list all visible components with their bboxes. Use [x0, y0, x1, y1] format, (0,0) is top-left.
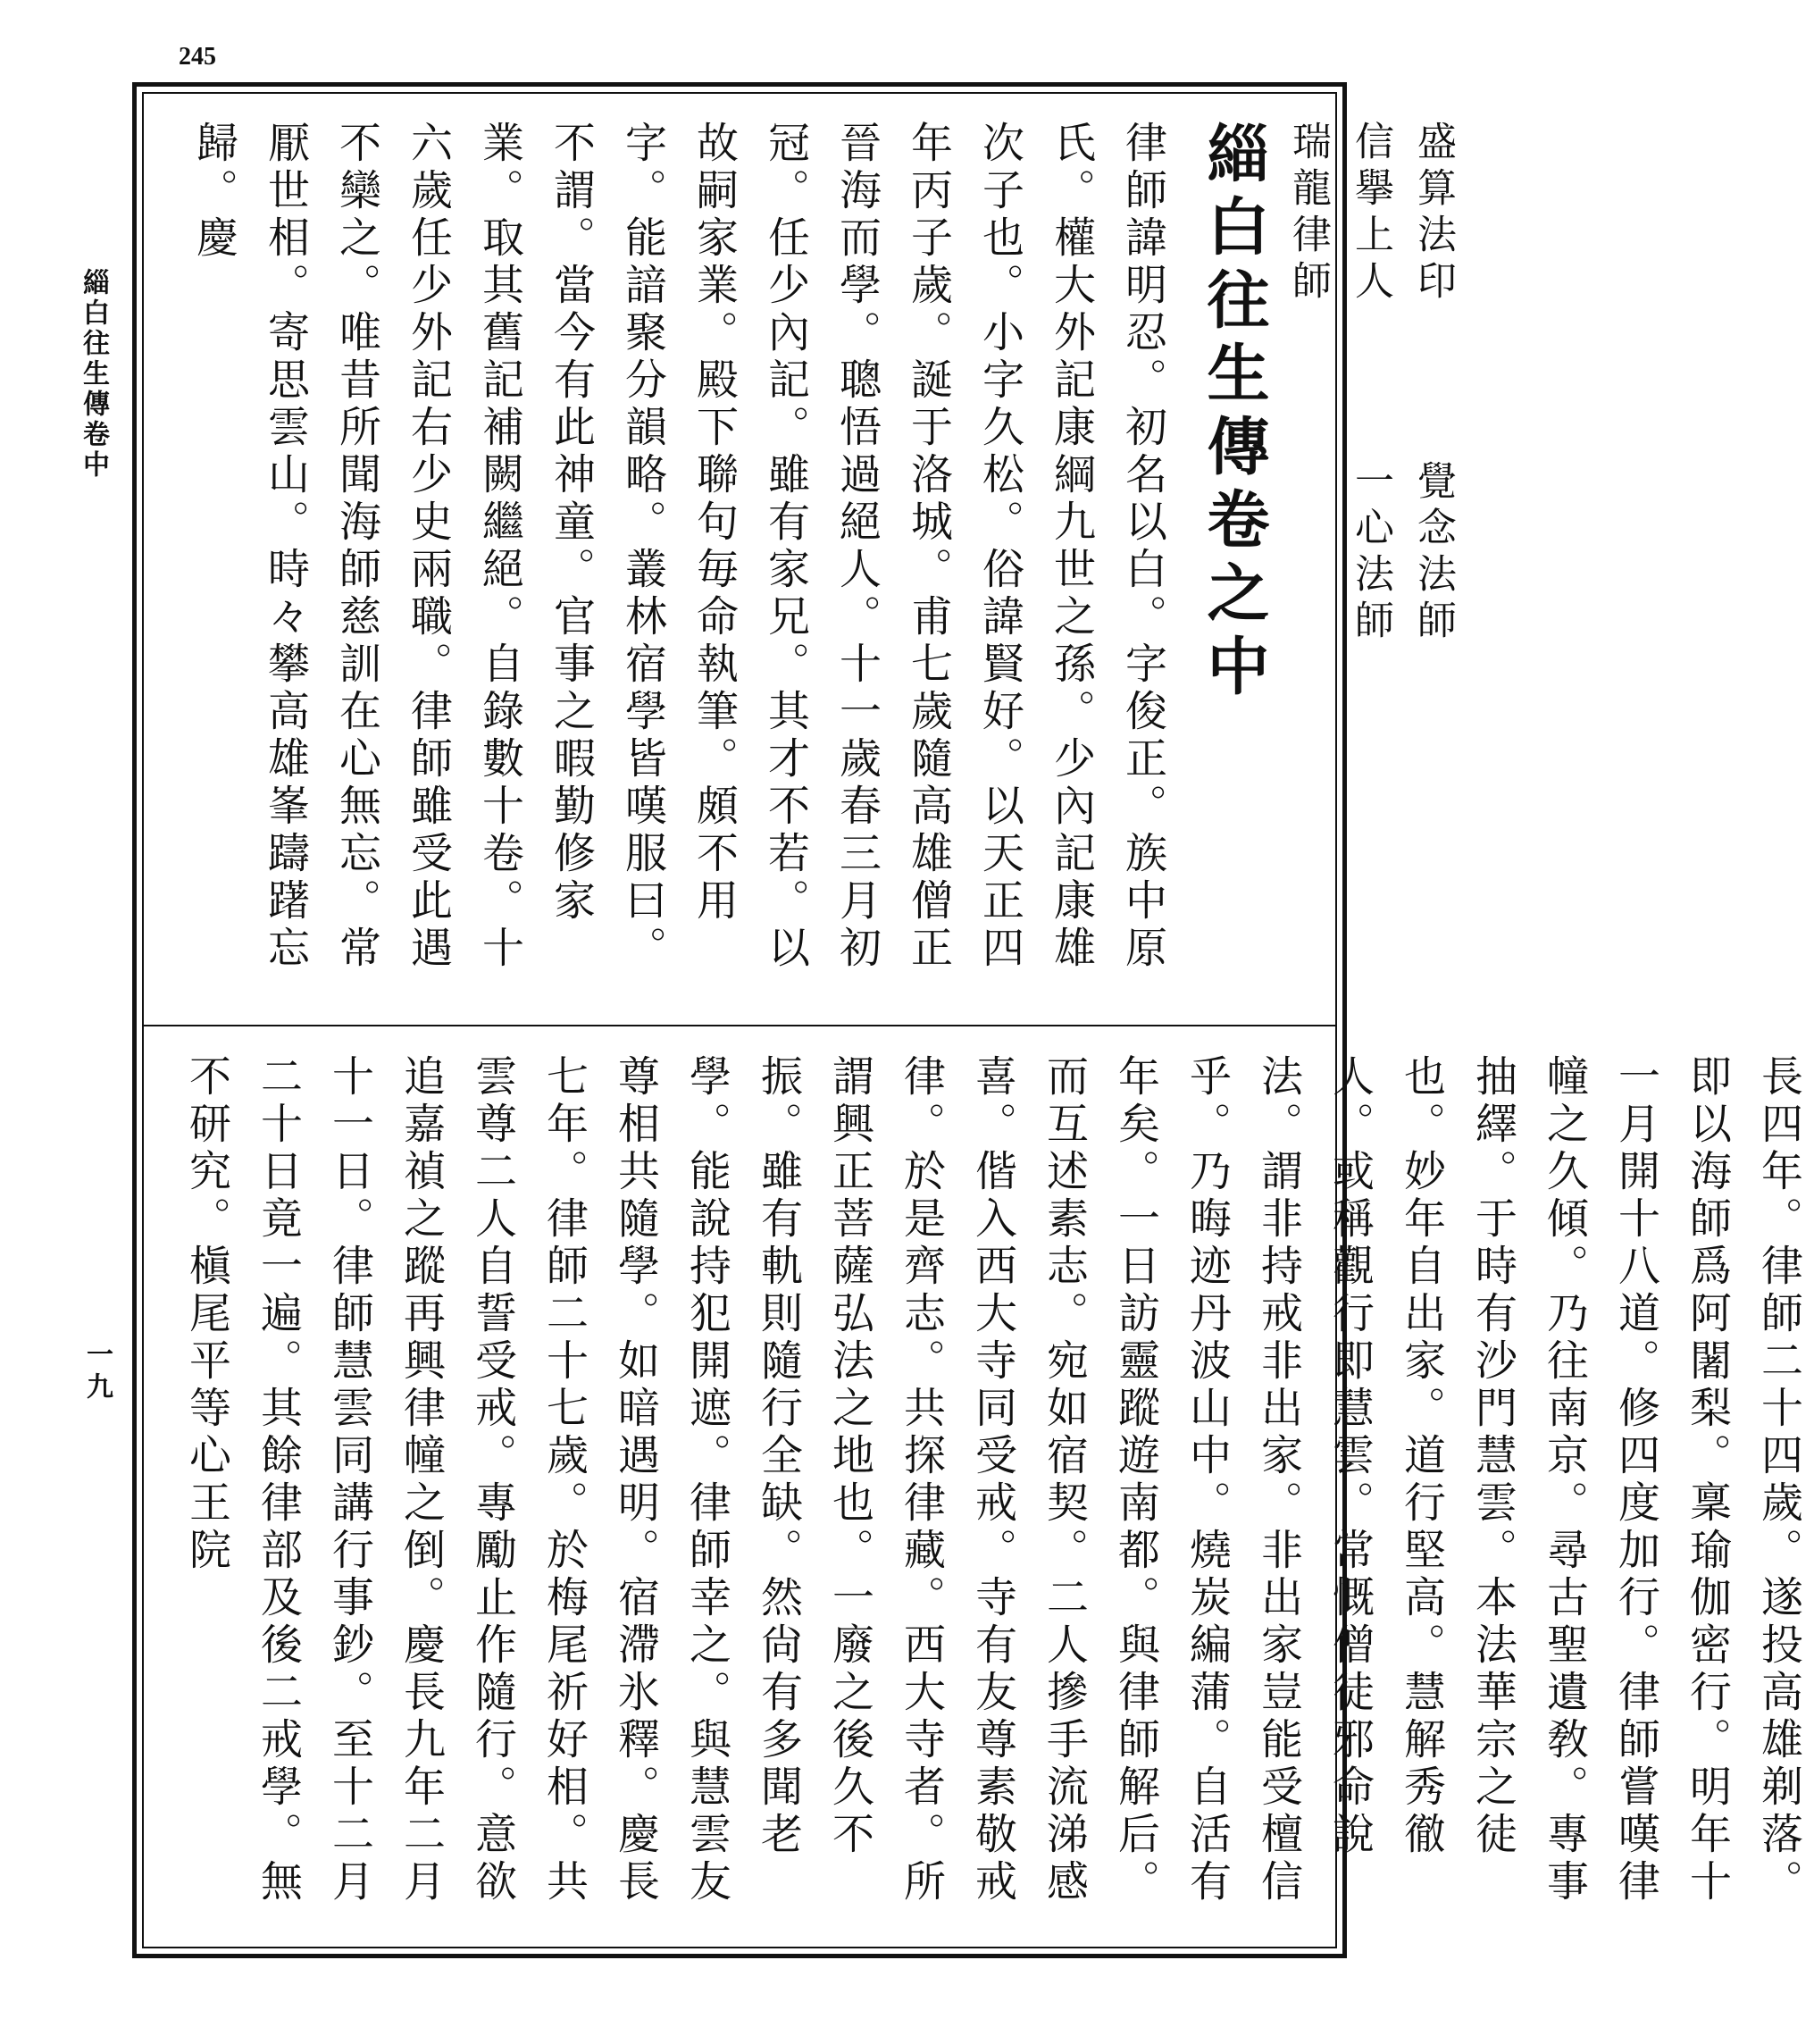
- toc-entry: 覺念法師: [1410, 460, 1456, 646]
- running-title: 緇白往生傳卷中: [78, 268, 109, 481]
- page-number: 245: [179, 43, 216, 71]
- body-text-upper: 律師諱明忍。初名以白。字俊正。族中原氏。權大外記康綱九世之孫。少內記康雄次子也。小字久松。俗諱賢好。以天正四年丙子歲。誕于洛城。甫七歲隨高雄僧正晉海而學。聰悟過絕人。十一歲春三月初冠。任少內記。雖有家兄。其才不若。以故嗣家業。殿下聯句毎命執筆。頗不用字。能諳聚分韻略。叢林宿學皆嘆服曰。不謂。當今有此神童。官事之暇勤修家業。取其舊記補闕繼絕。自錄數十卷。十六歲任少外記右少史兩職。律師雖受此遇不欒之。唯昔所聞海師慈訓在心無忘。常厭世相。寄思雲山。時々攀高雄峯躊躇忘歸。慶: [189, 121, 1167, 973]
- volume-title: 緇白往生傳卷之中: [1197, 121, 1271, 707]
- toc-entry: 一心法師: [1348, 460, 1393, 646]
- panel-divider: [144, 1025, 1335, 1026]
- lower-panel: [171, 1054, 1803, 1934]
- body-text-lower: 長四年。律師二十四歲。遂投高雄剃落。即以海師爲阿闍梨。稟瑜伽密行。明年十一月開十八道。修四度加行。律師嘗嘆律幢之久傾。乃往南京。尋古聖遺敎。專事抽繹。于時有沙門慧雲。本法華宗之徒也。妙年自出家。道行堅高。慧解秀徹人。或稱觀行即慧雲。常慨僧徒邪命說法。謂非持戒非出家。非出家豈能受檀信乎。乃晦迹丹波山中。燒炭編蒲。自活有年矣。一日訪靈蹤遊南都。與律師解后。而互述素志。宛如宿契。二人摻手流涕感喜。偕入西大寺同受戒。寺有友尊素敬戒律。於是齊志。共探律藏。西大寺者。所謂興正菩薩弘法之地也。一廢之後久不振。雖有軌則隨行全缺。然尙有多聞老學。能說持犯開遮。律師幸之。與慧雲友尊相共隨學。如暗遇明。宿滯氷釋。慶長七年。律師二十七歲。於梅尾祈好相。共雲尊二人自誓受戒。專勵止作隨行。意欲追嘉禎之蹤再興律幢之倒。慶長九年二月十一日。律師慧雲同講行事鈔。至十二月二十日竟一遍。其餘律部及後二戒學。無不研究。槇尾平等心王院: [182, 1054, 1803, 1906]
- toc-entry: 信擧上人: [1348, 121, 1393, 306]
- page-frame-inner: [142, 92, 1803, 1948]
- upper-panel-text: [171, 121, 1464, 996]
- upper-panel: [171, 121, 1456, 996]
- table-of-contents: [1276, 121, 1464, 996]
- folio-number: 一九: [81, 1340, 113, 1404]
- page-frame: [132, 82, 1803, 1958]
- toc-entry: 盛算法印: [1410, 121, 1456, 306]
- toc-entry: 瑞龍律師: [1285, 121, 1331, 306]
